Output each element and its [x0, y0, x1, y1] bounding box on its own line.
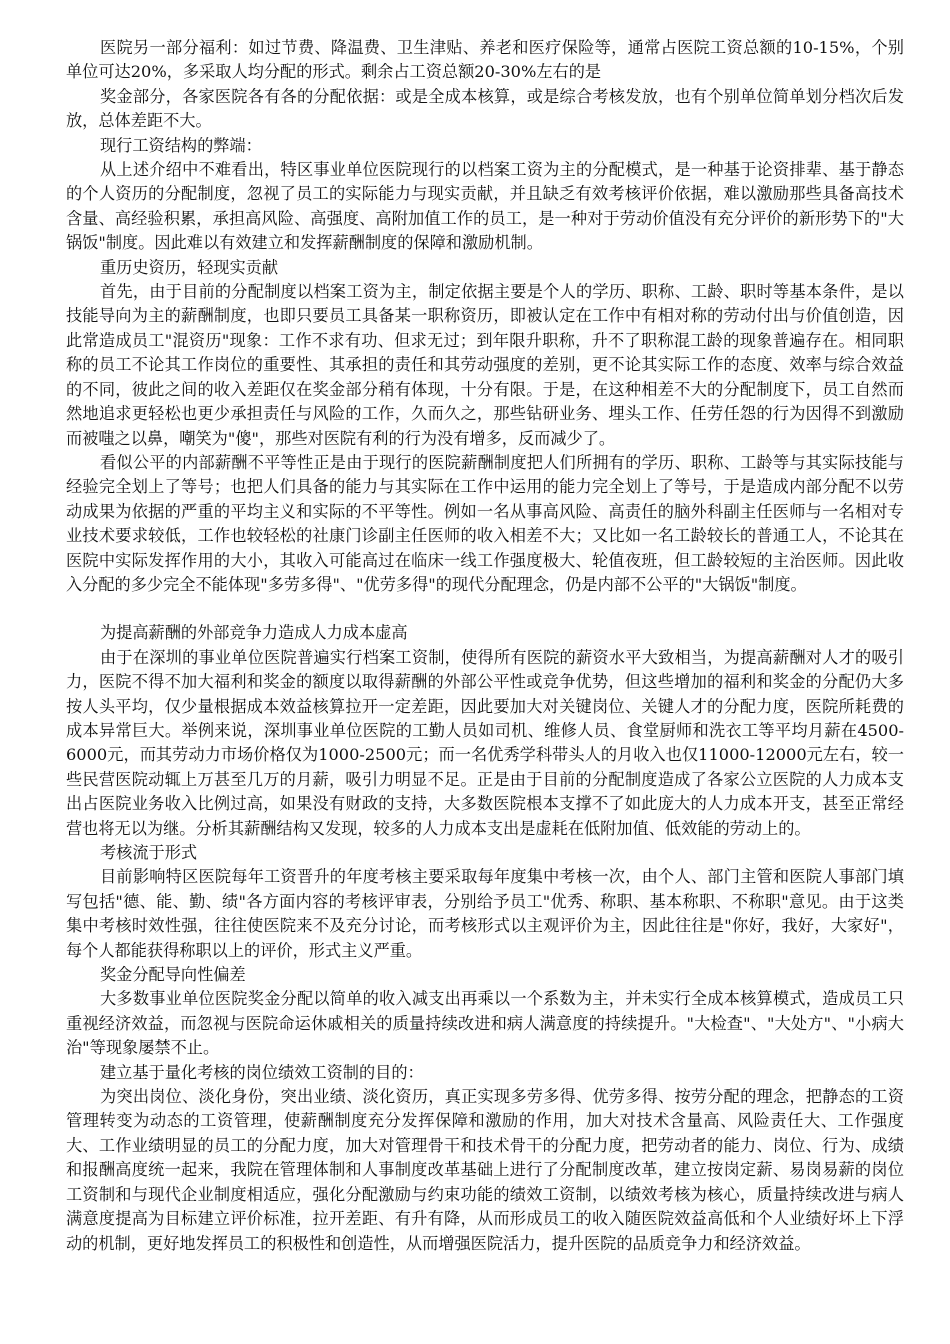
- paragraph-purpose: 为突出岗位、淡化身份，突出业绩、淡化资历，真正实现多劳多得、优劳多得、按劳分配的理念，把静态的工资管理转变为动态的工资管理，使薪酬制度充分发挥保障和激励的作用，加大对技术含量高、风险责任大、工作强度大、工作业绩明显的员工的分配力度，加大对管理骨干和技术骨干的分配力度，把劳动者的能力、岗位、行为、成绩和报酬高度统一起来，我院在管理体制和人事制度改革基础上进行了分配制度改革，建立按岗定薪、易岗易薪的岗位工资制和与现代企业制度相适应，强化分配激励与约束功能的绩效工资制，以绩效考核为核心，质量持续改进与病人满意度提高为目标建立评价标准，拉开差距、有升有降，从而形成员工的收入随医院效益高低和个人业绩好坏上下浮动的机制，更好地发挥员工的积极性和创造性，从而增强医院活力，提升医院的品质竞争力和经济效益。: [66, 1087, 904, 1253]
- paragraph-welfare: 医院另一部分福利：如过节费、降温费、卫生津贴、养老和医疗保险等，通常占医院工资总额的10-15%，个别单位可达20%，多采取人均分配的形式。剩余占工资总额20-30%左右的是: [66, 38, 904, 82]
- heading-current-structure-drawbacks: 现行工资结构的弊端：: [100, 135, 262, 155]
- paragraph-seniority: 首先，由于目前的分配制度以档案工资为主，制定依据主要是个人的学历、职称、工龄、职时等基本条件，是以技能导向为主的薪酬制度，也即只要员工具备某一职称资历，即被认定在工作中有相对称的劳动付出与价值创造，因此常造成员工"混资历"现象：工作不求有功、但求无过；到年限升职称，升不了职称混工龄的现象普遍存在。相同职称的员工不论其工作岗位的重要性、其承担的责任和其劳动强度的差别，更不论其实际工作的态度、效率与综合效益的不同，彼此之间的收入差距仅在奖金部分稍有体现，十分有限。于是，在这种相差不大的分配制度下，员工自然而然地追求更轻松也更少承担责任与风险的工作，久而久之，那些钻研业务、埋头工作、任劳任怨的行为因得不到激励而被嗤之以鼻，嘲笑为"傻"，那些对医院有利的行为没有增多，反而减少了。: [66, 282, 904, 448]
- paragraph-overview: 从上述介绍中不难看出，特区事业单位医院现行的以档案工资为主的分配模式，是一种基于论资排辈、基于静态的个人资历的分配制度，忽视了员工的实际能力与现实贡献，并且缺乏有效考核评价依据，难以激励那些具备高技术含量、高经验积累，承担高风险、高强度、高附加值工作的员工，是一种对于劳动价值没有充分评价的新形势下的"大锅饭"制度。因此难以有效建立和发挥薪酬制度的保障和激励机制。: [66, 160, 904, 253]
- paragraph-assessment: 目前影响特区医院每年工资晋升的年度考核主要采取每年度集中考核一次，由个人、部门主管和医院人事部门填写包括"德、能、勤、绩"各方面内容的考核评审表，分别给予员工"优秀、称职、基本称职、不称职"意见。由于这类集中考核时效性强，往往使医院来不及充分讨论，而考核形式以主观评价为主，因此往往是"你好，我好，大家好"，每个人都能获得称职以上的评价，形式主义严重。: [66, 867, 904, 960]
- heading-seniority-over-contribution: 重历史资历，轻现实贡献: [100, 257, 279, 277]
- paragraph-internal-inequality: 看似公平的内部薪酬不平等性正是由于现行的医院薪酬制度把人们所拥有的学历、职称、工龄等与其实际技能与经验完全划上了等号；也把人们具备的能力与其实际在工作中运用的能力完全划上了等号，于是造成内部分配不以劳动成果为依据的严重的平均主义和实际的不平等性。例如一名从事高风险、高责任的脑外科副主任医师与一名相对专业技术要求较低，工作也较轻松的社康门诊副主任医师的收入相差不大；又比如一名工龄较长的普通工人，不论其在医院中实际发挥作用的大小，其收入可能高过在临床一线工作强度极大、轮值夜班，但工龄较短的主治医师。因此收入分配的多少完全不能体现"多劳多得"、"优劳多得"的现代分配理念，仍是内部不公平的"大锅饭"制度。: [66, 452, 904, 594]
- paragraph-bonus-bias: 大多数事业单位医院奖金分配以简单的收入减支出再乘以一个系数为主，并未实行全成本核算模式，造成员工只重视经济效益，而忽视与医院命运休戚相关的质量持续改进和病人满意度的持续提升。"大检查"、"大处方"、"小病大治"等现象屡禁不止。: [66, 989, 904, 1058]
- heading-external-competitiveness: 为提高薪酬的外部竞争力造成人力成本虚高: [100, 623, 408, 643]
- paragraph-bonus: 奖金部分，各家医院各有各的分配依据：或是全成本核算，或是综合考核发放，也有个别单位简单划分档次后发放，总体差距不大。: [66, 86, 904, 131]
- heading-bonus-bias: 奖金分配导向性偏差: [100, 965, 246, 985]
- heading-formal-assessment: 考核流于形式: [100, 843, 198, 862]
- document-body: [66, 36, 904, 1256]
- paragraph-labor-cost: 由于在深圳的事业单位医院普遍实行档案工资制，使得所有医院的薪资水平大致相当，为提高薪酬对人才的吸引力，医院不得不加大福利和奖金的额度以取得薪酬的外部公平性或竞争优势，但这些增加的福利和奖金的分配仍大多按人头平均，仅少量根据成本效益核算拉开一定差距，因此要加大对关键岗位、关键人才的分配力度，医院所耗费的成本异常巨大。举例来说，深圳事业单位医院的工勤人员如司机、维修人员、食堂厨师和洗衣工等平均月薪在4500-6000元，而其劳动力市场价格仅为1000-2500元；而一名优秀学科带头人的月收入也仅11000-12000元左右，较一些民营医院动辄上万甚至几万的月薪，吸引力明显不足。正是由于目前的分配制度造成了各家公立医院的人力成本支出占医院业务收入比例过高，如果没有财政的支持，大多数医院根本支撑不了如此庞大的人力成本开支，甚至正常经营也将无以为继。分析其薪酬结构又发现，较多的人力成本支出是虚耗在低附加值、低效能的劳动上的。: [66, 647, 904, 838]
- heading-purpose: 建立基于量化考核的岗位绩效工资制的目的：: [100, 1062, 424, 1082]
